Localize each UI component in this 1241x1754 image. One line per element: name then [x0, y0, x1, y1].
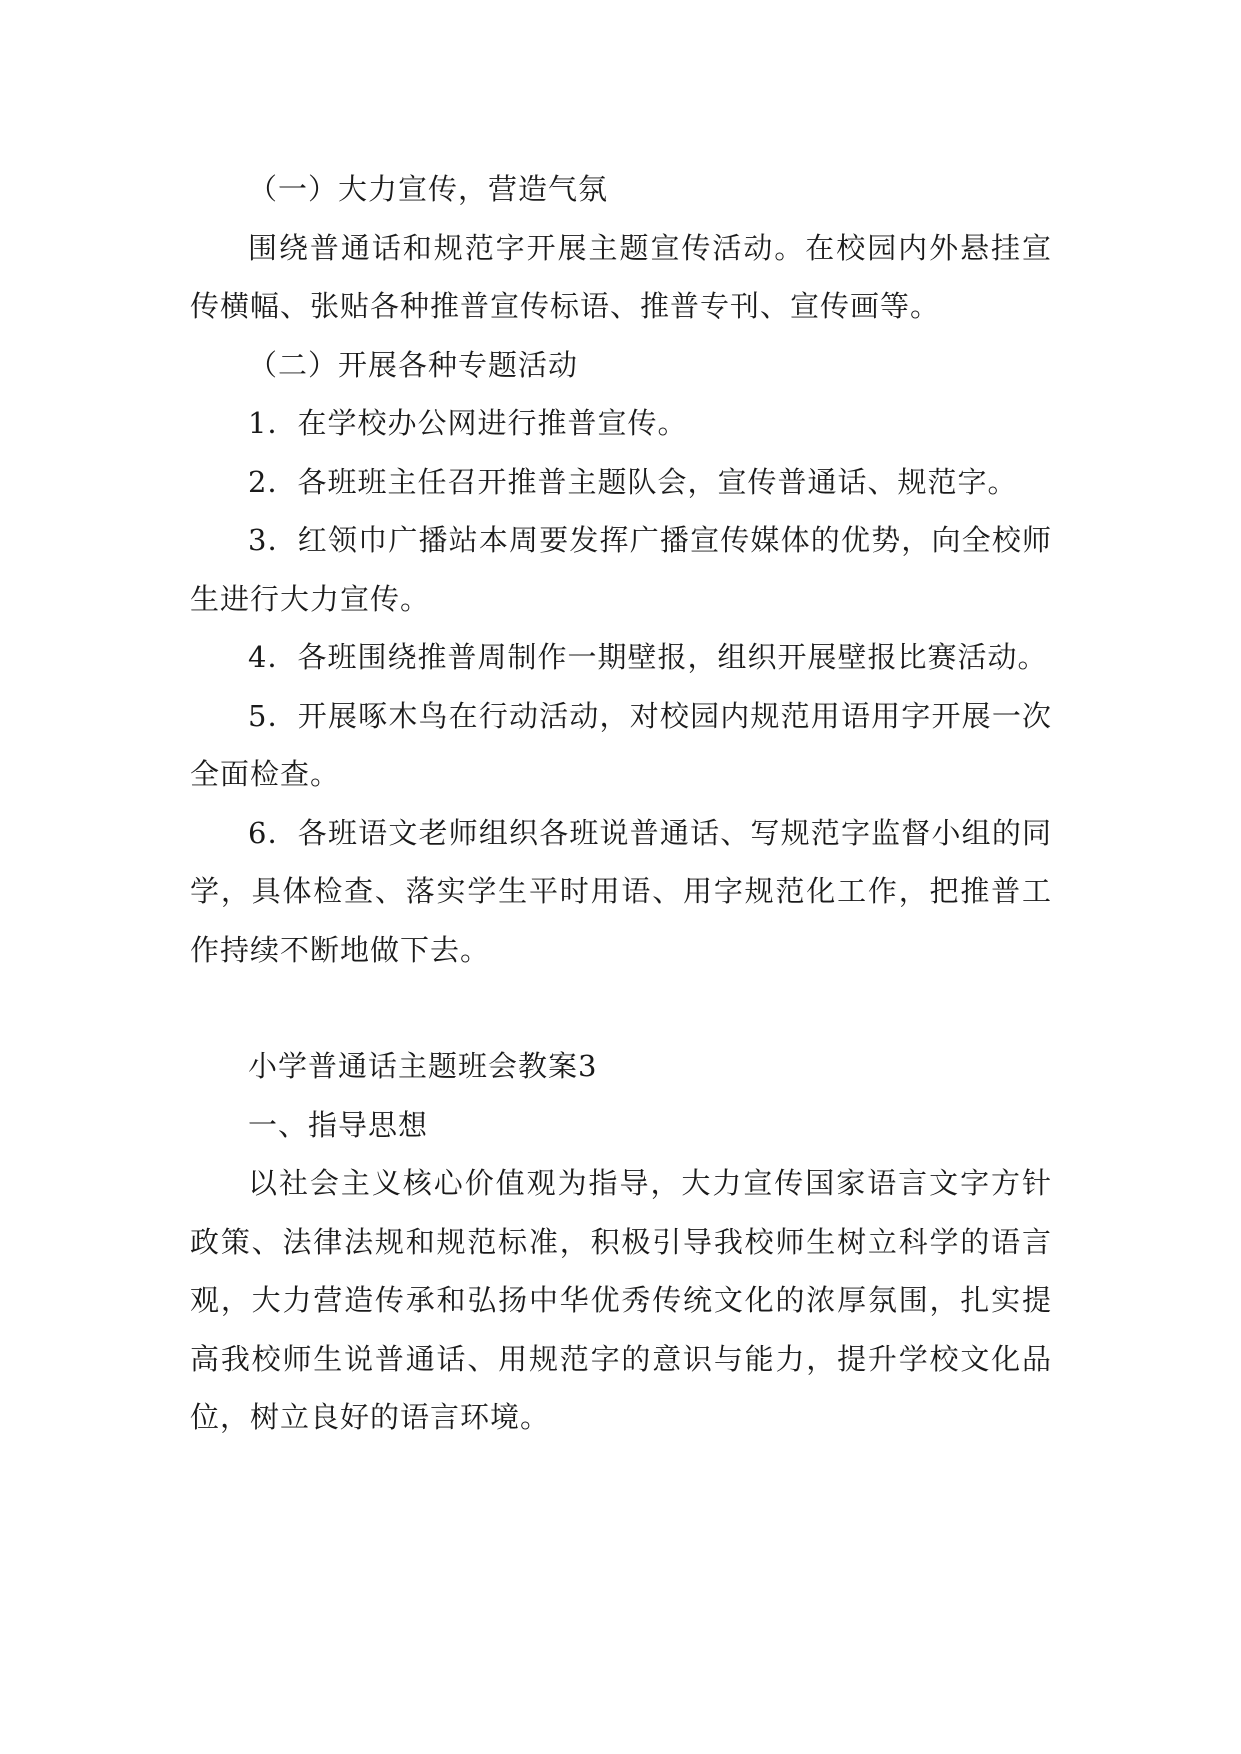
section-heading: （二）开展各种专题活动 [248, 347, 579, 382]
list-item: 2．各班班主任召开推普主题队会，宣传普通话、规范字。 [248, 464, 1018, 499]
document-title: 小学普通话主题班会教案3 [248, 1049, 598, 1083]
list-item: 1．在学校办公网进行推普宣传。 [248, 406, 688, 440]
list-item: 5．开展啄木鸟在行动活动，对校园内规范用语用字开展一次全面检查。 [190, 698, 1052, 791]
paragraph: 以社会主义核心价值观为指导，大力宣传国家语言文字方针政策、法律法规和规范标准，积极引导我校师生树立科学的语言观，大力营造传承和弘扬中华优秀传统文化的浓厚氛围，扎实提高我校师生说普通话、用规范字的意识与能力，提升学校文化品位，树立良好的语言环境。 [190, 1166, 1052, 1434]
list-item: 6．各班语文老师组织各班说普通话、写规范字监督小组的同学，具体检查、落实学生平时用语、用字规范化工作，把推普工作持续不断地做下去。 [190, 815, 1052, 967]
paragraph: 围绕普通话和规范字开展主题宣传活动。在校园内外悬挂宣传横幅、张贴各种推普宣传标语、推普专刊、宣传画等。 [190, 230, 1052, 323]
document-body [190, 160, 1052, 1447]
list-item: 3．红领巾广播站本周要发挥广播宣传媒体的优势，向全校师生进行大力宣传。 [190, 523, 1052, 616]
section-heading: （一）大力宣传，营造气氛 [248, 172, 609, 206]
section-heading: 一、指导思想 [248, 1107, 429, 1142]
section-spacer [190, 979, 1052, 1037]
list-item: 4．各班围绕推普周制作一期壁报，组织开展壁报比赛活动。 [248, 640, 1048, 674]
